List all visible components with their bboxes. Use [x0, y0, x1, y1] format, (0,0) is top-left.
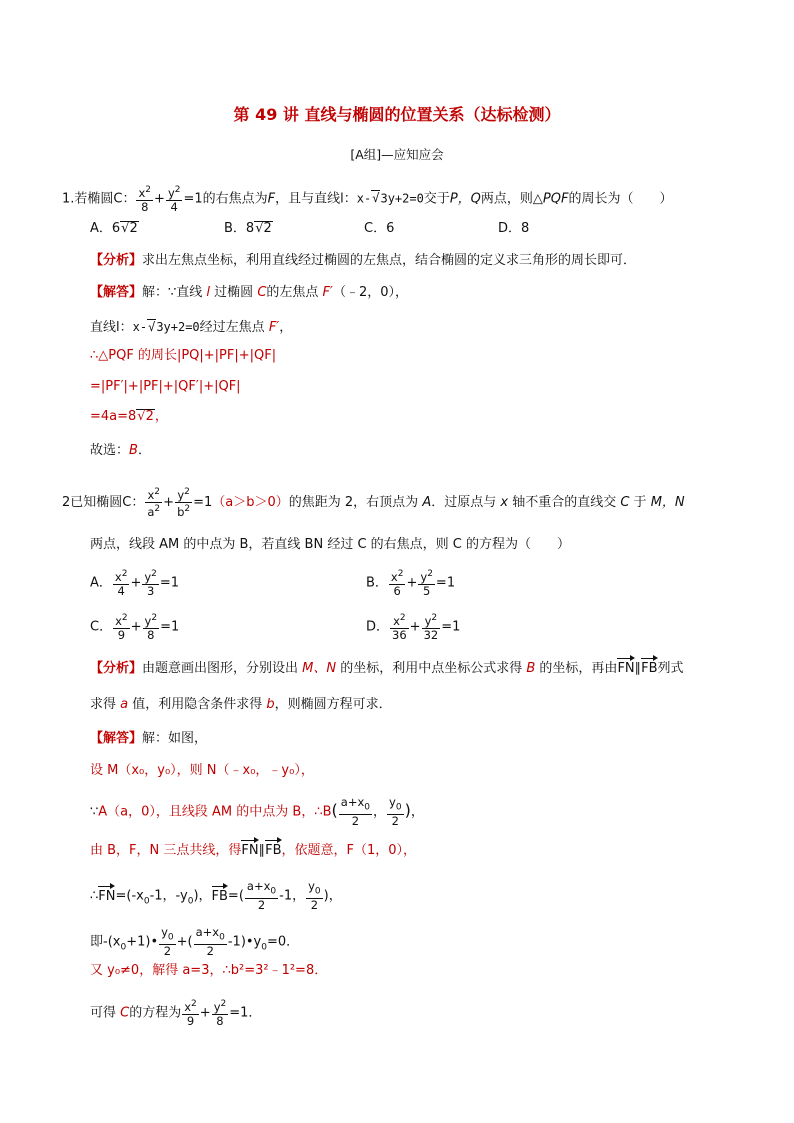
sqrt-sign: √2 [255, 221, 272, 236]
q2-stem: 2已知椭圆C： $\frac{x^2}{a^2}$ + $\frac{y^2}{b^2}$ =1（a＞b＞0）的焦距为 2，右顶点为 A．过原点与 x 轴不重合的直线交 C 于 M，N [62, 487, 685, 519]
q1-option-b [224, 220, 273, 238]
q2-solution-line3: ∵A（a，0），且线段 AM 的中点为 B，∴B( $\frac{a+x_0}{2}$ ， $\frac{y_0}{2}$ )， [90, 795, 424, 829]
q2-stem-line2: 两点，线段 AM 的中点为 B，若直线 BN 经过 C 的右焦点，则 C 的方程为（ ） [90, 537, 571, 552]
analysis-tag: 【分析】 [90, 253, 143, 268]
q1-stem-text: 交于 [423, 191, 450, 207]
q1-sqrt: √ [372, 191, 380, 206]
option-label: B．8 [224, 221, 255, 236]
page-title: 第 49 讲 直线与椭圆的位置关系（达标检测） [233, 105, 561, 124]
q2-solution-line8: 可得 C的方程为 $\frac{x^2}{9}$ + $\frac{y^2}{8}$ =1． [90, 999, 262, 1028]
q1-stem-text: 若椭圆C： [74, 191, 136, 207]
q1-var: P，Q [449, 191, 481, 207]
q2-frac-y2-b2: $\frac{y^2}{b^2}$ [177, 487, 191, 519]
q2-solution-line7: 又 y₀≠0，解得 a=3，∴b²=3²﹣1²=8． [90, 963, 328, 978]
q1-stem-text: 的右焦点为 [202, 191, 268, 207]
q1-solution-line3: ∴△PQF 的周长|PQ|+|PF|+|QF| [90, 348, 277, 363]
q2-solution-line5: $\therefore FN=(-x_0-1$，$-y_0$)，FB=( $\frac{a+x_0}{2}$ -1， $\frac{y_0}{2}$ )， [90, 879, 342, 913]
q2-option-d: D． $\frac{x^2}{36}$ + $\frac{y^2}{32}$ =1 [366, 613, 461, 642]
option-label: A．6 [90, 221, 121, 236]
q2-analysis-line1: 【分析】由题意画出图形，分别设出 M、N 的坐标，利用中点坐标公式求得 B 的坐标，再由FN∥FB列式 [90, 661, 684, 676]
q1-var: PQF [542, 191, 569, 207]
q2-frac-x2-a2: $\frac{x^2}{a^2}$ [147, 487, 161, 519]
solution-tag: 【解答】 [90, 285, 143, 300]
q1-frac-y2-4: $\frac{y^2}{4}$ [167, 185, 181, 214]
q2-solution-line2: 设 M（x₀，y₀），则 N（﹣x₀，﹣y₀）， [90, 763, 314, 778]
q1-frac-x2-8: $\frac{x^2}{8}$ [138, 185, 152, 214]
q2-solution-line1: 【解答】解：如图， [90, 731, 208, 746]
q1-number: 1. [62, 191, 75, 207]
q1-option-a [90, 220, 139, 238]
q1-line-eq: 3y+2=0 [380, 191, 424, 206]
q2-option-c: C． $\frac{x^2}{9}$ + $\frac{y^2}{8}$ =1 [90, 613, 180, 642]
q1-stem-text: 两点，则△ [480, 191, 543, 207]
q1-line-eq: x- [356, 191, 372, 206]
q1-analysis [90, 252, 636, 270]
q2-solution-line4: 由 B，F，N 三点共线，得FN∥FB，依题意，F（1，0）， [90, 843, 417, 858]
q1-stem-text: ，且与直线l： [275, 191, 357, 207]
analysis-text: 求出左焦点坐标，利用直线经过椭圆的左焦点，结合椭圆的定义求三角形的周长即可． [142, 253, 637, 268]
q2-option-b: B． $\frac{x^2}{6}$ + $\frac{y^2}{5}$ =1 [366, 569, 456, 598]
sqrt-sign: √2 [121, 221, 138, 236]
q1-option-c: C．6 [364, 221, 395, 236]
q1-stem: 1.若椭圆C： $\frac{x^2}{8}$ + $\frac{y^2}{4}$ =1的右焦点为F，且与直线l：x-√3y+2=0交于P，Q两点，则△PQF的周长为（ ） [62, 185, 673, 214]
q2-analysis-line2: 求得 a 值，利用隐含条件求得 b，则椭圆方程可求． [90, 697, 392, 712]
q1-solution-line1: 【解答】解：∵直线 l 过椭圆 C的左焦点 F′（﹣2，0）， [90, 285, 409, 300]
q1-option-d: D．8 [498, 221, 530, 236]
q1-solution-line4: =|PF′|+|PF|+|QF′|+|QF| [90, 379, 241, 394]
q2-number: 2 [62, 494, 71, 510]
q1-stem-text: 的周长为（ ） [568, 191, 673, 207]
q1-solution-line2: 直线l：x-√3y+2=0经过左焦点 F′， [90, 320, 293, 335]
section-subtitle: [A组]—应知应会 [350, 147, 444, 162]
q2-solution-line6: 即$-(x_0+1)•$ $\frac{y_0}{2}$ +( $\frac{a+x_0}{2}$ $-1)•y_0=0$． [90, 925, 300, 959]
q1-solution-line6: 故选：B． [90, 443, 151, 458]
q1-solution-line5: =4a=8√2， [90, 409, 168, 424]
q1-var: F [267, 191, 276, 207]
q2-option-a: A． $\frac{x^2}{4}$ + $\frac{y^2}{3}$ =1 [90, 569, 180, 598]
